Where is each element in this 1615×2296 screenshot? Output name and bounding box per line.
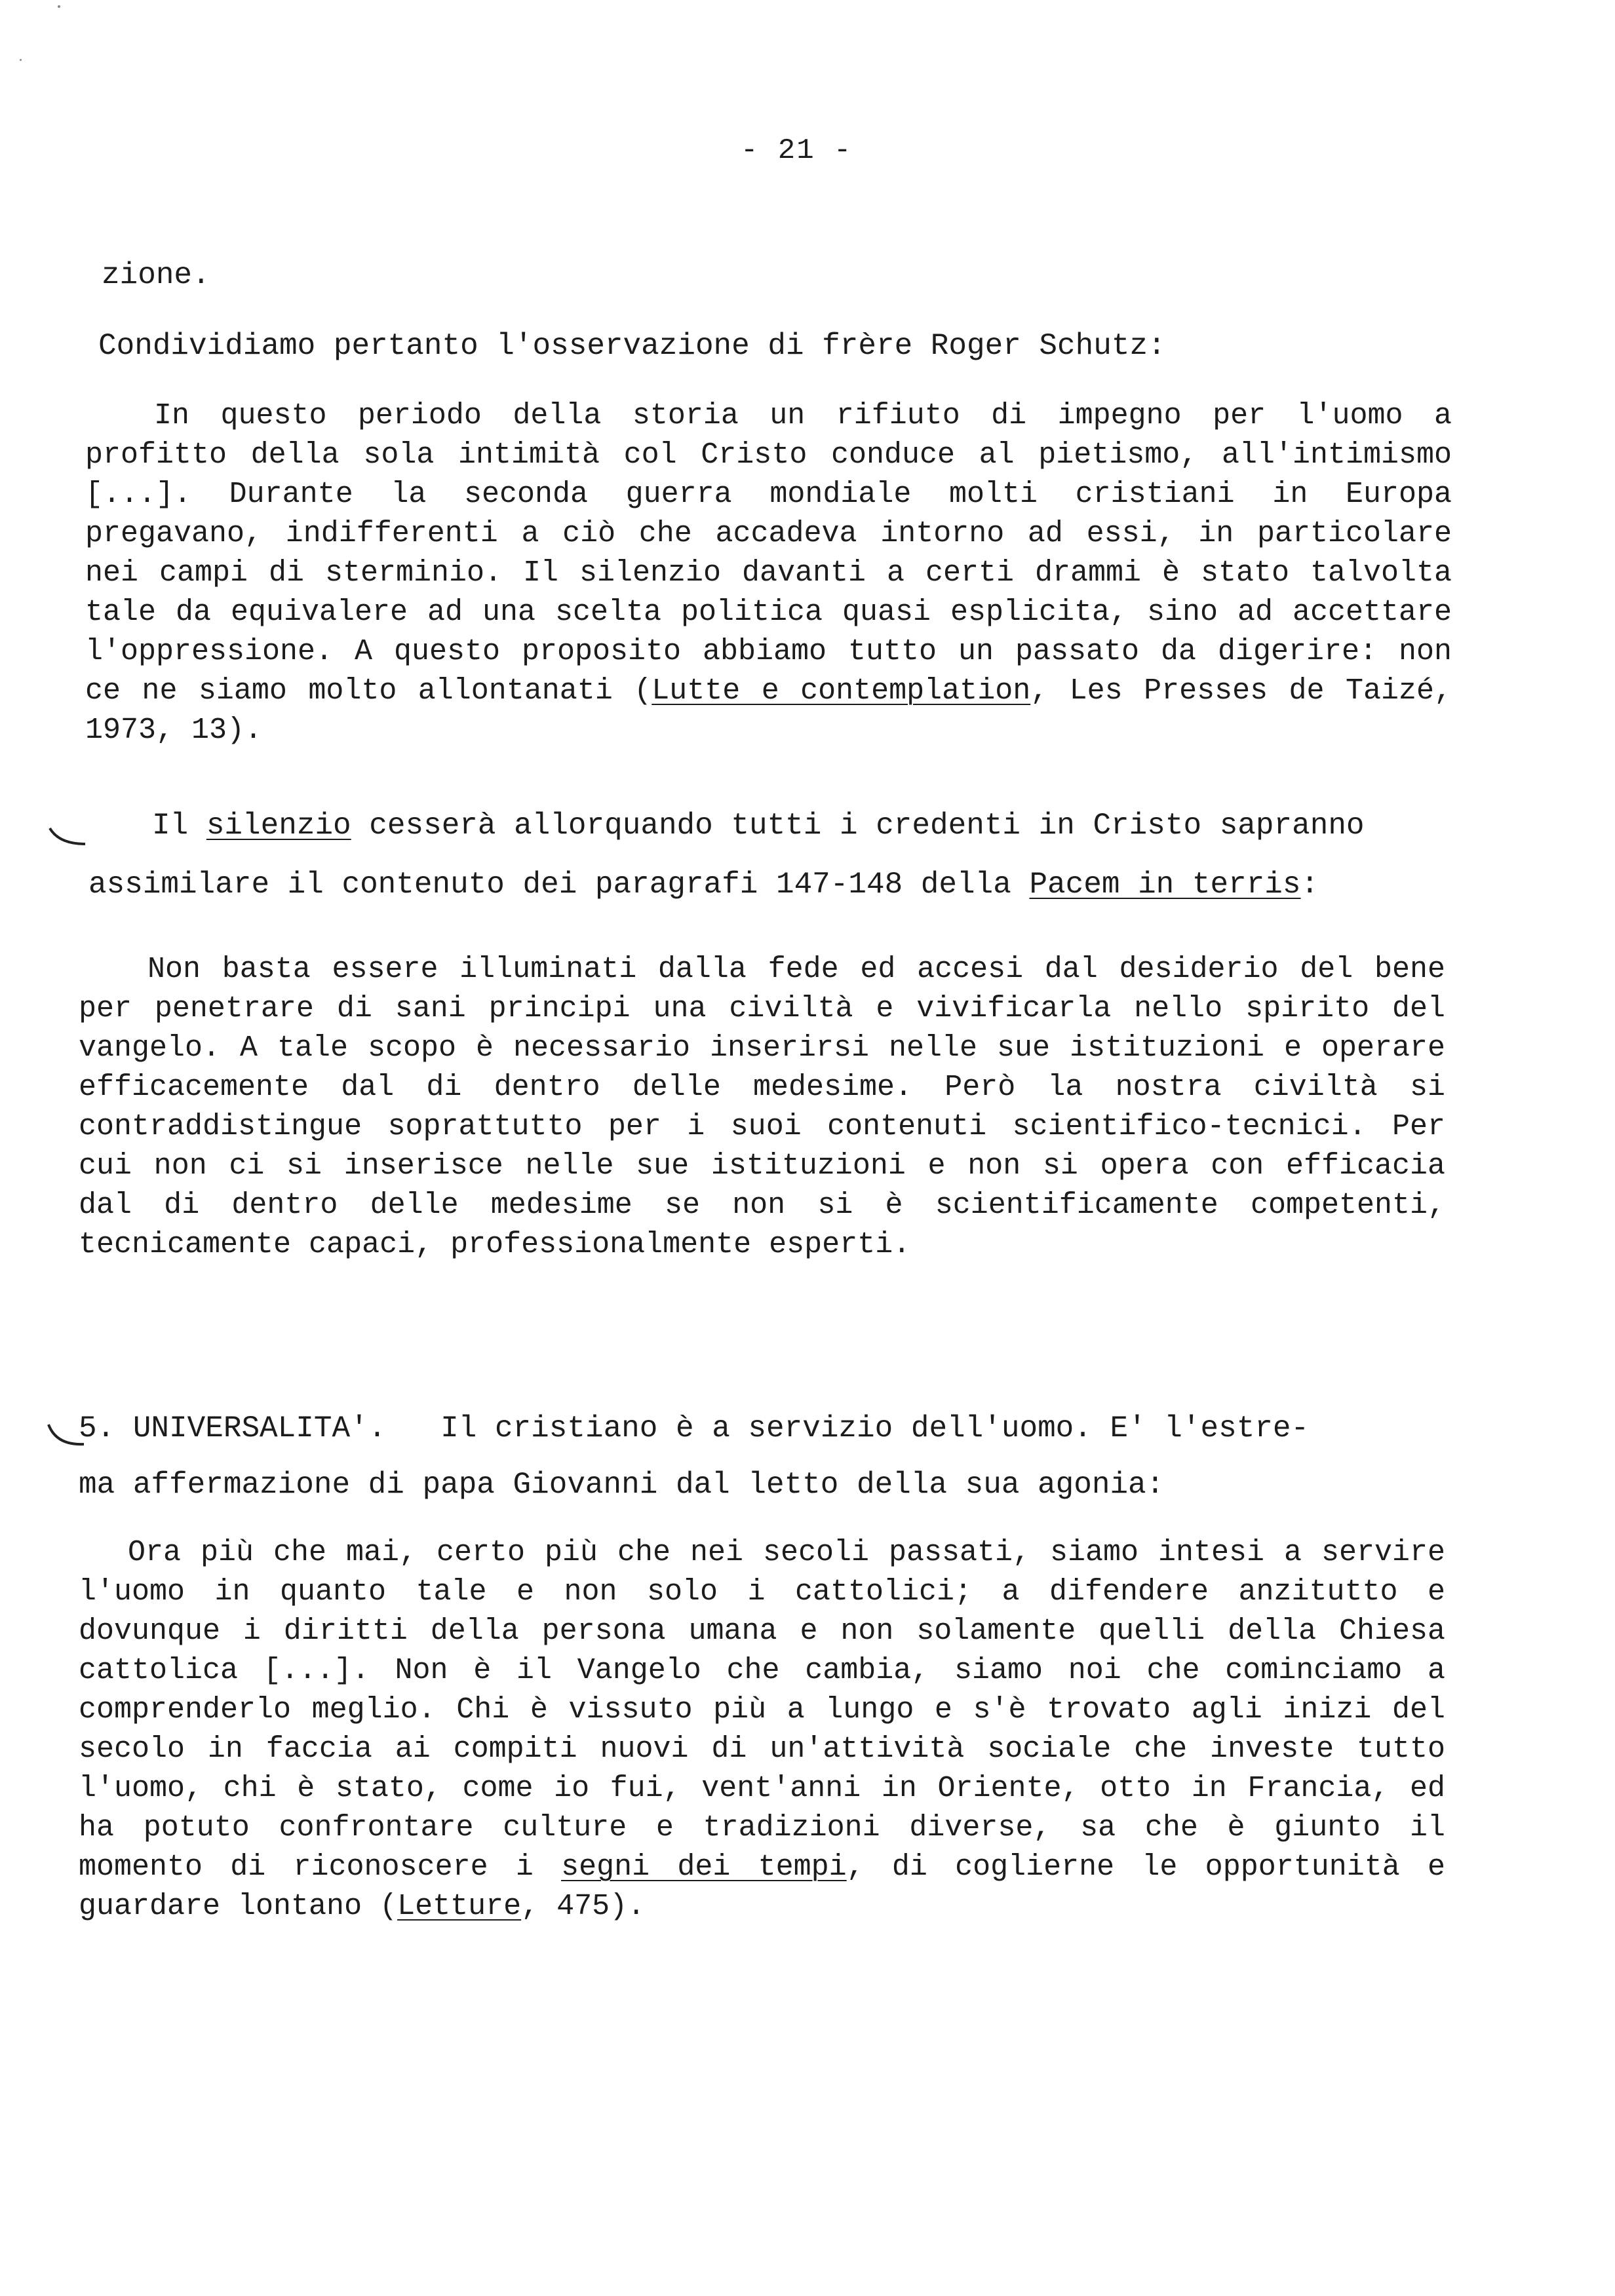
section-heading-line: 5. UNIVERSALITA'. Il cristiano è a servizio dell'uomo. E' l'estre- [79, 1411, 1310, 1445]
scan-speck [20, 59, 22, 61]
citation-title: Letture [397, 1890, 522, 1923]
paragraph-line: Il silenzio cesserà allorquando tutti i credenti in Cristo sapranno [152, 809, 1365, 843]
block-quote-giovanni: Ora più che mai, certo più che nei secoli passati, siamo intesi a servire l'uomo in quanto tale e non solo i cattolici; a difendere anzitutto e dovunque i diritti della persona umana e non solamente quelli della Chiesa cattolica [...]. Non è il Vangelo che cambia, siamo noi che cominciamo a comprenderlo meglio. Chi è vissuto più a lungo e s'è trovato agli inizi del secolo in faccia ai compiti nuovi di un'attività sociale che investe tutto l'uomo, chi è stato, come io fui, vent'anni in Oriente, otto in Francia, ed ha potuto confrontare culture e tradizioni diverse, sa che è giunto il momento di riconoscere i segni dei tempi, di coglierne le opportunità e guardare lontano (Letture, 475). [79, 1536, 1445, 1923]
citation-details: , 475). [521, 1890, 646, 1923]
citation-title: Lutte e contemplation [652, 674, 1031, 708]
block-quote-schutz [85, 396, 1452, 750]
scan-speck [58, 5, 60, 8]
quote-intro: Condividiamo pertanto l'osservazione di frère Roger Schutz: [98, 329, 1166, 363]
page-number: - 21 - [741, 134, 853, 167]
encyclical-title: Pacem in terris [1029, 868, 1301, 902]
paragraph-line: ma affermazione di papa Giovanni dal letto della sua agonia: [79, 1468, 1165, 1502]
block-quote-pacem-in-terris: Non basta essere illuminati dalla fede ed accesi dal desiderio del bene per penetrare di sani principi una civiltà e vivificarla nello spirito del vangelo. A tale scopo è necessario inserirsi nelle sue istituzioni e operare efficacemente dal di dentro delle medesime. Però la nostra civiltà si contraddistingue soprattutto per i suoi contenuti scientifico-tecnici. Per cui non ci si inserisce nelle sue istituzioni e non si opera con efficacia dal di dentro delle medesime se non si è scientificamente competenti, tecnicamente capaci, professionalmente esperti. [79, 953, 1445, 1261]
margin-mark-icon [47, 824, 93, 851]
section-title: UNIVERSALITA'. [132, 1411, 387, 1445]
emphasis-silenzio: silenzio [206, 809, 351, 843]
quote-text: In questo periodo della storia un rifiuto di impegno per l'uomo a profitto della sola intimità col Cristo conduce al pietismo, all'intimismo [...]. Durante la seconda guerra mondiale molti cristiani in Europa pregavano, indifferenti a ciò che accadeva intorno ad essi, in particolare nei campi di sterminio. Il silenzio davanti a certi drammi è stato talvolta tale da equivalere ad una scelta politica quasi esplicita, sino ad accettare l'oppressione. A questo proposito abbiamo tutto un passato da digerire: non ce ne siamo molto allontanati ( [85, 399, 1452, 708]
emphasis-segni-dei-tempi: segni dei tempi [561, 1850, 847, 1884]
paragraph-line: assimilare il contenuto dei paragrafi 147-148 della Pacem in terris: [88, 868, 1319, 902]
section-number: 5. [79, 1411, 115, 1445]
quote-text: Ora più che mai, certo più che nei secoli passati, siamo intesi a servire l'uomo in quanto tale e non solo i cattolici; a difendere anzitutto e dovunque i diritti della persona umana e non solamente quelli della Chiesa cattolica [...]. Non è il Vangelo che cambia, siamo noi che cominciamo a comprenderlo meglio. Chi è vissuto più a lungo e s'è trovato agli inizi del secolo in faccia ai compiti nuovi di un'attività sociale che investe tutto l'uomo, chi è stato, come io fui, vent'anni in Oriente, otto in Francia, ed ha potuto confrontare culture e tradizioni diverse, sa che è giunto il momento di riconoscere i [79, 1536, 1445, 1884]
citation-details: , Les Presses de Taizé, 1973, 13). [85, 674, 1452, 747]
paragraph-end: zione. [102, 258, 210, 292]
